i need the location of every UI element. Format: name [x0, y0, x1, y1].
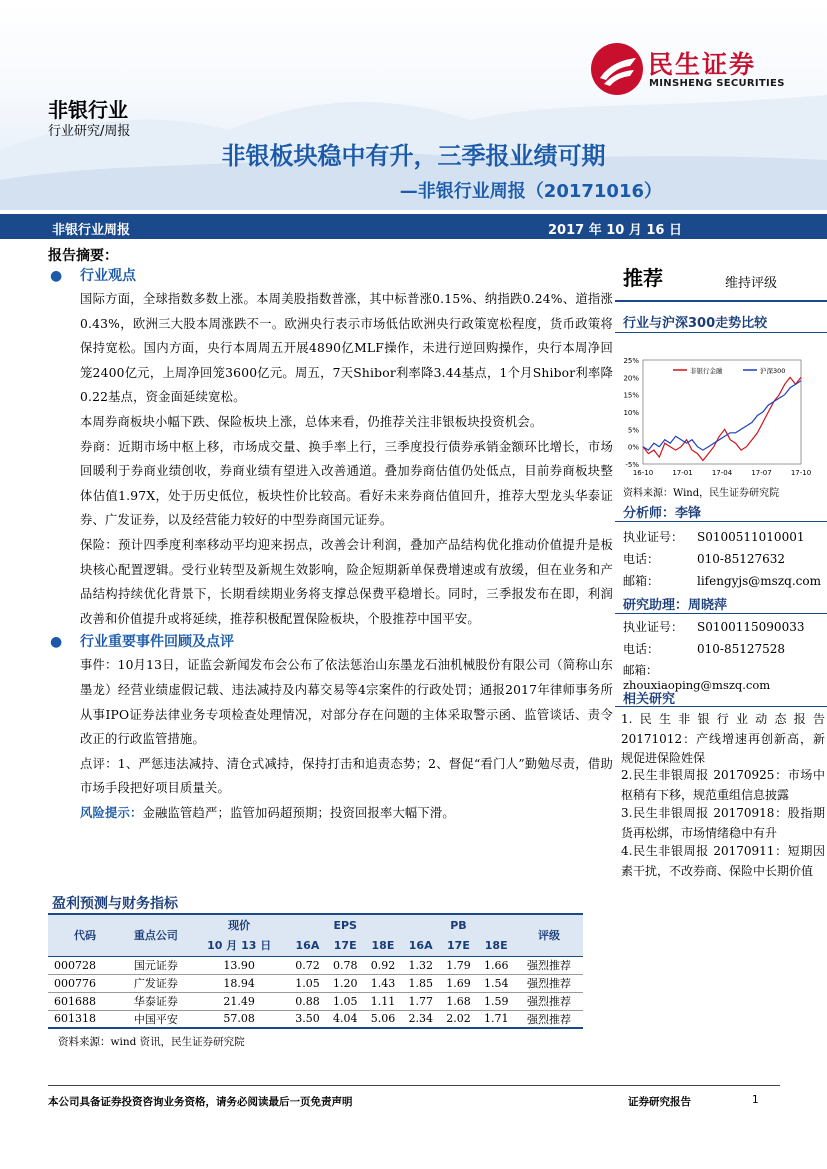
- x-tick-label: 17-07: [751, 469, 772, 477]
- analyst-cert: 执业证号： S0100511010001: [623, 530, 805, 544]
- rating: 维持评级: [725, 276, 778, 291]
- y-tick-label: -5%: [625, 461, 639, 469]
- col-code: 代码: [48, 914, 122, 956]
- assistant-email[interactable]: 邮箱：zhouxiaoping@mszq.com: [623, 663, 771, 692]
- risk-text: 金融监管趋严；监管加码超预期；投资回报率大幅下滑。: [142, 805, 455, 820]
- table-row: 601318 中国平安 57.08 3.50 4.04 5.06 2.34 2.02 1.71 强烈推荐: [48, 1010, 583, 1028]
- legend-label: 非银行金融: [690, 367, 723, 375]
- analyst-email[interactable]: 邮箱： lifengyjs@mszq.com: [623, 574, 821, 588]
- summary-column: [48, 245, 613, 825]
- table-title: 盈利预测与财务指标: [52, 896, 178, 912]
- assistant-heading: 研究助理：周晓萍: [623, 598, 728, 613]
- recommendation: 推荐: [623, 266, 663, 290]
- divider: [615, 613, 827, 614]
- related-item[interactable]: 4.民生非银周报 20170911：短期因素干扰，不改券商、保险中长期价值: [621, 844, 825, 878]
- x-tick-label: 17-10: [790, 469, 812, 477]
- chart-source: 资料来源：Wind，民生证券研究院: [623, 488, 780, 499]
- series-line: [643, 381, 801, 450]
- col-eps-16a: 16A: [289, 935, 327, 956]
- page-number: 1: [752, 1094, 759, 1106]
- assistant-phone: 电话： 010-85127528: [623, 642, 786, 656]
- report-header: [0, 0, 827, 210]
- paragraph-brokerage: 券商：近期市场中枢上移，市场成交量、换手率上行，三季度投行债券承销金额环比增长，市场回暖利于券商业绩创收，券商业绩有望进入改善通道。叠加券商估值仍处低点，目前券商板块整体估值1.97X，处于历史低位，板块性价比较高。看好未来券商估值回升，推荐大型龙头华泰证券、广发证券，以及经营能力较好的中型券商国元证券。: [80, 439, 613, 528]
- trend-chart: [615, 340, 827, 490]
- paragraph-international: 国际方面，全球指数多数上涨。本周美股指数普涨，其中标普涨0.15%、纳指跌0.24%、道指涨0.43%，欧洲三大股本周涨跌不一。欧洲央行表示市场低估欧洲央行政策宽松程度，货币政策将保持宽松。国内方面，央行本周周五开展4890亿MLF操作，未进行逆回购操作，央行本周净回笼2400亿元，上周净回笼3600亿元。周五，7天Shibor利率降3.44基点，1个月Shibor利率降0.22基点，资金面延续宽松。: [80, 292, 613, 405]
- bar-report-name: 非银行业周报: [52, 223, 131, 238]
- brand-name-en: MINSHENG SECURITIES: [649, 78, 785, 89]
- col-price: 现价: [190, 914, 289, 935]
- chart-title: 行业与沪深300走势比较: [623, 316, 768, 331]
- bullet-icon: ●: [50, 634, 63, 651]
- plot-frame: [643, 360, 801, 464]
- financial-table: [48, 913, 583, 1029]
- series-line: [643, 377, 801, 460]
- table-source: 资料来源：wind 资讯，民生证券研究院: [58, 1036, 245, 1048]
- bullet-icon: ●: [50, 268, 63, 284]
- y-tick-label: 0%: [627, 443, 639, 452]
- section-title: 行业重要事件回顾及点评: [80, 634, 234, 651]
- summary-heading: 报告摘要：: [48, 248, 118, 264]
- analyst-phone: 电话： 010-85127632: [623, 552, 786, 566]
- col-pb-16a: 16A: [402, 935, 440, 956]
- section-title: 行业观点: [80, 268, 136, 284]
- x-tick-label: 16-10: [632, 469, 654, 477]
- related-item[interactable]: 2.民生非银周报 20170925：市场中枢稍有下移，规范重组信息披露: [621, 768, 825, 802]
- col-pb: PB: [402, 914, 515, 935]
- section-events: [48, 631, 613, 653]
- col-price-date: 10 月 13 日: [190, 935, 289, 956]
- footer-disclaimer[interactable]: 本公司具备证券投资咨询业务资格，请务必阅读最后一页免责声明: [48, 1096, 353, 1108]
- divider: [615, 521, 827, 522]
- x-tick-label: 17-04: [711, 469, 733, 477]
- divider: [615, 706, 827, 707]
- col-rating: 评级: [515, 914, 583, 956]
- brand-name-cn: 民生证券: [648, 50, 757, 79]
- col-pb-17e: 17E: [440, 935, 478, 956]
- col-eps-18e: 18E: [364, 935, 402, 956]
- report-type: 行业研究/周报: [48, 124, 131, 139]
- col-company: 重点公司: [122, 914, 190, 956]
- paragraph-event: 事件：10月13日，证监会新闻发布会公布了依法惩治山东墨龙石油机械股份有限公司（简称山东墨龙）经营业绩虚假记载、违法减持及内幕交易等4宗案件的行政处罚；通报2017年律师事务所从事IPO证券法律业务专项检查处理情况，对部分存在问题的主体采取警示函、监管谈话、责令改正的行政监管措施。: [80, 658, 613, 747]
- footer-divider: [48, 1085, 780, 1086]
- legend-label: 沪深300: [760, 367, 786, 375]
- industry-label: 非银行业: [48, 98, 128, 122]
- paragraph-comment: 点评：1、严惩违法减持、清仓式减持，保持打击和追责态势；2、督促“看门人”勤勉尽责，借助市场手段把好项目质量关。: [80, 756, 613, 796]
- assistant-cert: 执业证号： S0100115090033: [623, 620, 805, 634]
- table-row: 601688 华泰证券 21.49 0.88 1.05 1.11 1.77 1.68 1.59 强烈推荐: [48, 992, 583, 1010]
- col-pb-18e: 18E: [477, 935, 515, 956]
- section-industry-view: [48, 265, 613, 287]
- analyst-heading: 分析师：李锋: [623, 506, 702, 521]
- divider: [615, 332, 827, 333]
- report-info-bar: [0, 214, 827, 239]
- brand-logo: [590, 42, 820, 102]
- col-eps: EPS: [289, 914, 402, 935]
- page-title: 非银板块稳中有升，三季报业绩可期: [221, 142, 606, 170]
- risk-warning: [48, 801, 613, 826]
- y-tick-label: 10%: [623, 409, 639, 417]
- y-tick-label: 15%: [623, 391, 639, 400]
- paragraph-insurance: 保险：预计四季度利率移动平均迎来拐点，改善会计利润，叠加产品结构优化推动价值提升是板块核心配置逻辑。受行业转型及新规生效影响，险企短期新单保费增速或有放缓，但在业务和产品结构持续优化背景下，长期看续期业务将支撑总保费平稳增长。同时，三季报发布在即，利润改善和价值提升或将延续，推荐积极配置保险板块，个股推荐中国平安。: [80, 537, 613, 626]
- y-tick-label: 5%: [627, 426, 639, 435]
- footer-report-type: 证券研究报告: [628, 1096, 691, 1108]
- y-tick-label: 20%: [623, 374, 639, 383]
- paragraph-overview: 本周券商板块小幅下跌、保险板块上涨，总体来看，仍推荐关注非银板块投资机会。: [80, 414, 543, 429]
- table-row: 000728 国元证券 13.90 0.72 0.78 0.92 1.32 1.79 1.66 强烈推荐: [48, 956, 583, 974]
- minsheng-logo-icon: [590, 42, 644, 96]
- page-subtitle: —非银行业周报（20171016）: [399, 181, 662, 202]
- divider: [615, 300, 827, 302]
- y-tick-label: 25%: [623, 357, 639, 365]
- x-tick-label: 17-01: [672, 469, 693, 477]
- risk-label: 风险提示：: [80, 805, 143, 820]
- related-item[interactable]: 3.民生非银周报 20170918：股指期货再松绑，市场情绪稳中有升: [621, 806, 825, 840]
- bar-report-date: 2017 年 10 月 16 日: [548, 223, 682, 238]
- col-eps-17e: 17E: [326, 935, 364, 956]
- table-row: 000776 广发证券 18.94 1.05 1.20 1.43 1.85 1.69 1.54 强烈推荐: [48, 974, 583, 992]
- related-item[interactable]: 1.民生非银行业动态报告20171012：产线增速再创新高，新规促进保险姓保: [621, 712, 825, 765]
- related-heading: 相关研究: [623, 692, 676, 707]
